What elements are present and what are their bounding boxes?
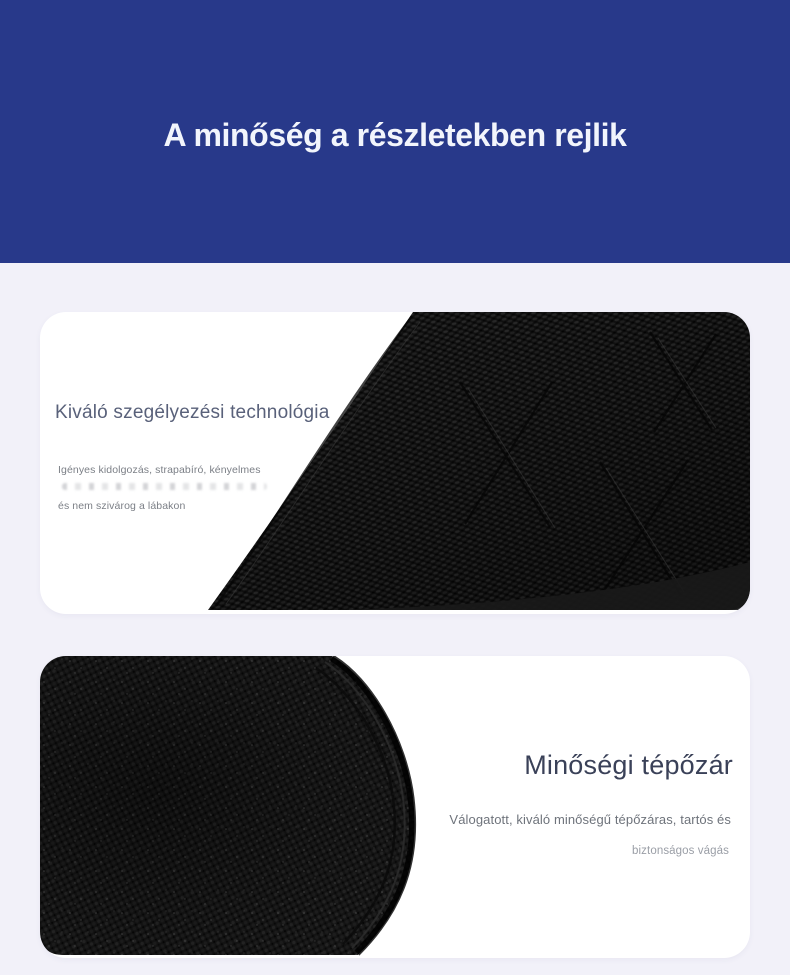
- faded-ghost-text: [62, 483, 267, 490]
- card-heading-edging: Kiváló szegélyezési technológia: [55, 402, 330, 423]
- feature-card-edging: [40, 312, 750, 614]
- card-text-line2: biztonságos vágás: [632, 845, 729, 857]
- hero-title: A minőség a részletekben rejlik: [163, 117, 627, 153]
- card-text-line2: és nem szivárog a lábakon: [58, 500, 186, 512]
- card-text-line1: Igényes kidolgozás, strapabíró, kényelmes: [58, 464, 261, 476]
- card-text-line1: Válogatott, kiváló minőségű tépőzáras, tartós és: [449, 812, 731, 827]
- feature-card-velcro: [40, 656, 750, 958]
- hero-banner: [0, 0, 790, 263]
- card-heading-velcro: Minőségi tépőzár: [524, 750, 733, 780]
- knit-fabric-photo: [40, 312, 750, 614]
- velcro-fabric-photo: [40, 656, 750, 958]
